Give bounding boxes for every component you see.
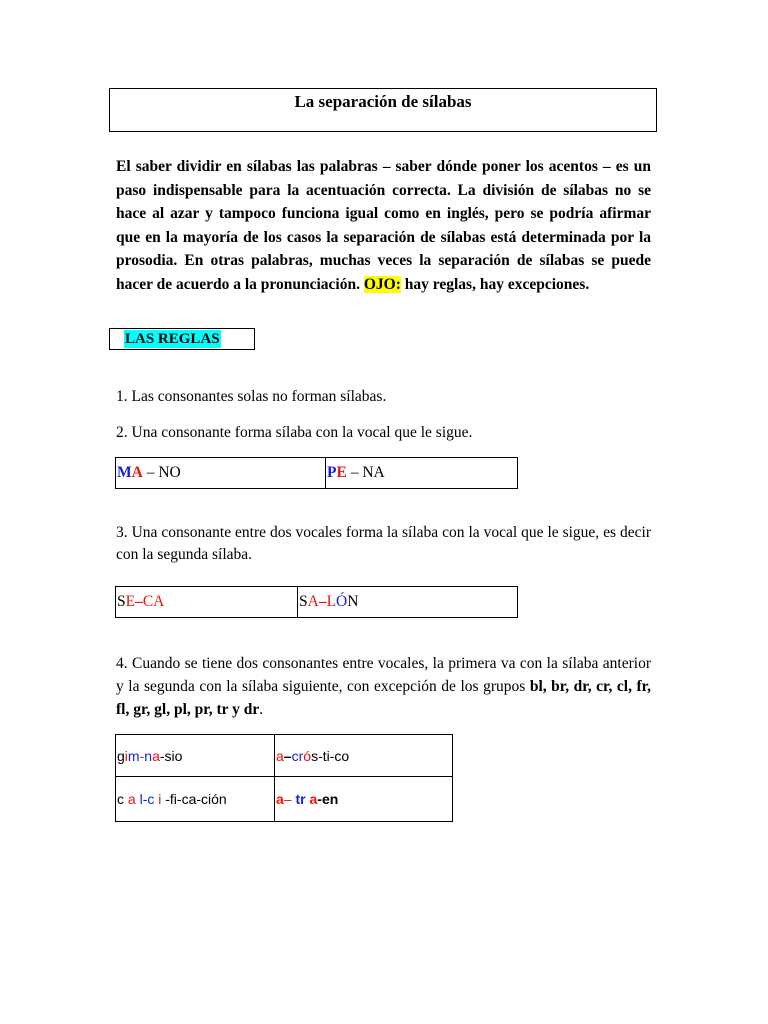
example-table-3: [115, 734, 453, 822]
page-title: La separación de sílabas: [294, 92, 472, 111]
section-heading: LAS REGLAS: [125, 331, 220, 347]
rule-1: 1. Las consonantes solas no forman sílabas.: [116, 388, 387, 405]
rule-3: 3. Una consonante entre dos vocales forma la sílaba con la vocal que le sigue, es decir con la segunda sílaba.: [116, 524, 651, 563]
example-cell-salon: SA–LÓN: [298, 587, 518, 618]
example-cell-gimnasio: gim-na-sio: [116, 735, 275, 777]
example-table-2: [115, 586, 518, 618]
example-cell-mano: MA – NO: [116, 458, 326, 489]
example-cell-pena: PE – NA: [326, 458, 518, 489]
example-cell-acrostico: a–crós-ti-co: [275, 735, 453, 777]
intro-tail: hay reglas, hay excepciones.: [400, 275, 590, 293]
intro-text: El saber dividir en sílabas las palabras – saber dónde poner los acentos – es un paso indispensable para la acentuación correcta. La división de sílabas no se hace al azar y tampoco funciona igual como en inglés, pero se podría afirmar que en la mayoría de los casos la separación de sílabas está determinada por la prosodia. En otras palabras, muchas veces la separación de sílabas se puede hacer de acuerdo a la pronunciación.: [116, 158, 651, 293]
title-box: [109, 88, 657, 132]
rule-4: 4. Cuando se tiene dos consonantes entre vocales, la primera va con la sílaba anterior y la segunda con la sílaba siguiente, con excepción de los grupos bl, br, dr, cr, cl, fr, fl, gr, gl, pl, pr, tr y dr.: [116, 655, 651, 718]
example-cell-atraen: a– tr a-en: [275, 777, 453, 822]
example-cell-seca: SE–CA: [116, 587, 298, 618]
rule-4-groups: bl, br, dr, cr, cl, fr, fl, gr, gl, pl, pr, tr y dr: [116, 678, 651, 718]
example-cell-calcificacion: c a l-c i -fi-ca-ción: [116, 777, 275, 822]
section-heading-box: [109, 328, 255, 350]
rule-2: 2. Una consonante forma sílaba con la vocal que le sigue.: [116, 424, 473, 441]
example-table-1: [115, 457, 518, 489]
intro-paragraph: [116, 155, 651, 296]
ojo-highlight: OJO:: [363, 275, 401, 293]
